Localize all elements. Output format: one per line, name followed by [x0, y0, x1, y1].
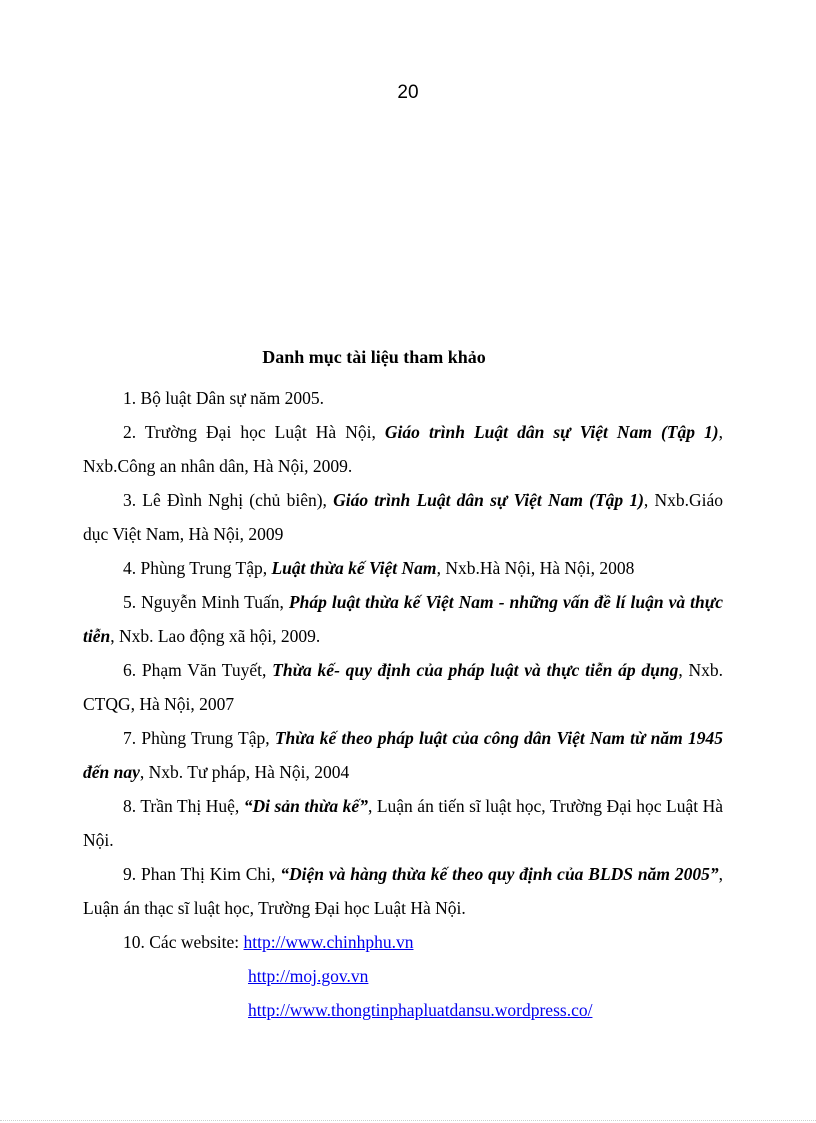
website-row	[123, 925, 592, 959]
website-row	[123, 959, 592, 993]
reference-author: 6. Phạm Văn Tuyết,	[123, 660, 273, 680]
reference-author: 5. Nguyễn Minh Tuấn,	[123, 592, 289, 612]
reference-publisher: , Nxb.Giáo dục Việt Nam, Hà Nội, 2009	[83, 490, 724, 544]
website-row	[123, 993, 592, 1027]
reference-author: 8. Trần Thị Huệ,	[123, 796, 244, 816]
reference-item-6	[83, 653, 723, 721]
website-link-chinhphu[interactable]: http://www.chinhphu.vn	[243, 932, 414, 952]
website-list	[123, 925, 592, 1027]
reference-title: “Diện và hàng thừa kế theo quy định của BLDS năm 2005”	[280, 864, 719, 884]
references-heading: Danh mục tài liệu tham khảo	[262, 347, 486, 367]
reference-title: Giáo trình Luật dân sự Việt Nam (Tập 1)	[333, 490, 644, 510]
reference-title: Pháp luật thừa kế Việt Nam - những vấn đề lí luận và thực tiễn	[83, 592, 723, 646]
reference-item-7	[83, 721, 723, 789]
website-label: 10. Các website:	[123, 932, 244, 952]
reference-author: 4. Phùng Trung Tập,	[123, 558, 272, 578]
website-link-thongtinphapluatdansu[interactable]: http://www.thongtinphapluatdansu.wordpress.co/	[248, 1000, 593, 1020]
reference-publisher: , Luận án tiến sĩ luật học, Trường Đại học Luật Hà Nội.	[83, 796, 724, 850]
reference-text: 1. Bộ luật Dân sự năm 2005.	[123, 388, 324, 408]
reference-title: Giáo trình Luật dân sự Việt Nam (Tập 1)	[384, 422, 719, 442]
reference-publisher: , Nxb.Công an nhân dân, Hà Nội, 2009.	[83, 422, 723, 476]
reference-item-5	[83, 585, 723, 653]
reference-list	[83, 381, 723, 925]
page-bottom-divider	[0, 1120, 816, 1121]
reference-title: Luật thừa kế Việt Nam	[271, 558, 437, 578]
reference-publisher: , Nxb. CTQG, Hà Nội, 2007	[83, 660, 723, 714]
reference-author: 9. Phan Thị Kim Chi,	[123, 864, 281, 884]
reference-author: 3. Lê Đình Nghị (chủ biên),	[123, 490, 334, 510]
reference-item-3	[83, 483, 723, 551]
reference-item-9	[83, 857, 723, 925]
reference-item-8	[83, 789, 723, 857]
reference-title: “Di sản thừa kế”	[243, 796, 368, 816]
page-number: 20	[397, 82, 419, 103]
reference-author: 7. Phùng Trung Tập,	[123, 728, 275, 748]
reference-title: Thừa kế- quy định của pháp luật và thực tiễn áp dụng	[272, 660, 679, 680]
reference-title: Thừa kế theo pháp luật của công dân Việt Nam từ năm 1945 đến nay	[83, 728, 723, 782]
reference-item-1	[83, 381, 723, 415]
website-link-moj[interactable]: http://moj.gov.vn	[248, 966, 369, 986]
reference-publisher: , Luận án thạc sĩ luật học, Trường Đại học Luật Hà Nội.	[83, 864, 723, 918]
reference-author: 2. Trường Đại học Luật Hà Nội,	[123, 422, 385, 442]
reference-publisher: , Nxb. Lao động xã hội, 2009.	[110, 626, 321, 646]
reference-item-2	[83, 415, 723, 483]
reference-item-4	[83, 551, 723, 585]
reference-publisher: , Nxb. Tư pháp, Hà Nội, 2004	[139, 762, 350, 782]
reference-publisher: , Nxb.Hà Nội, Hà Nội, 2008	[436, 558, 635, 578]
